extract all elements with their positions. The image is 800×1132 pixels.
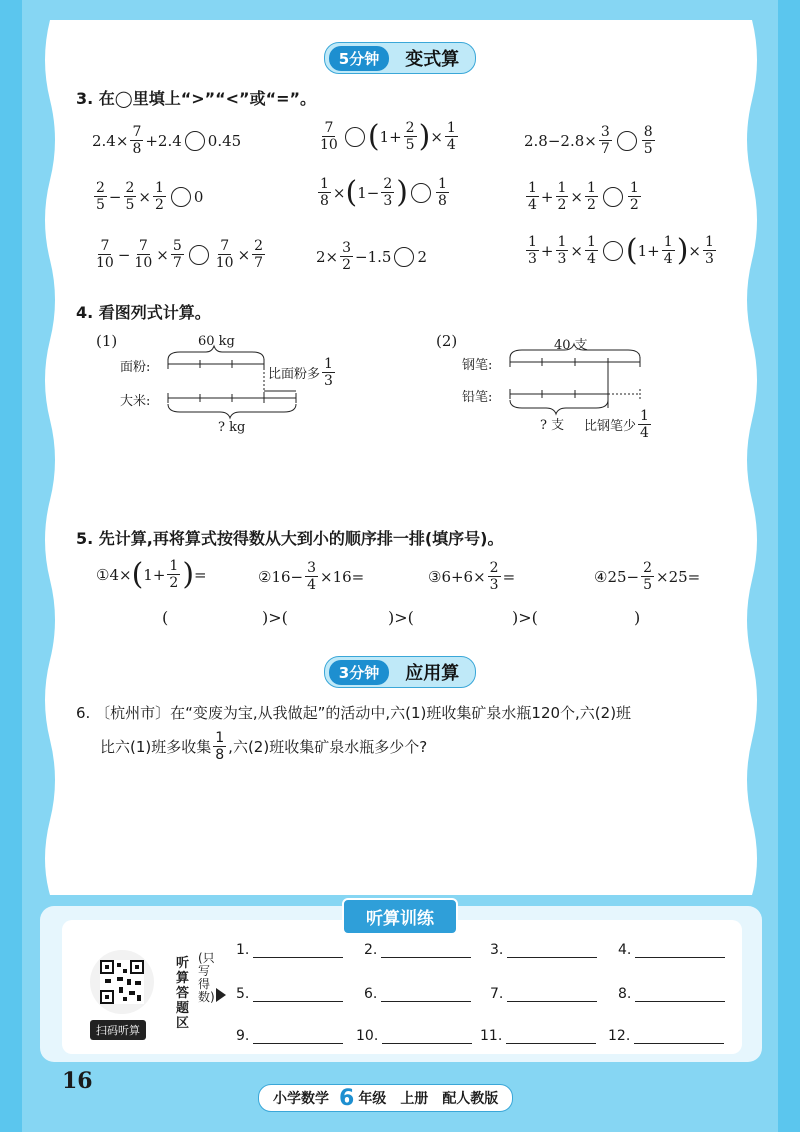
q5-expr-1: ①4× ( 1+ $\frac{1}{2}$ ) = [96, 556, 207, 592]
qr-badge[interactable] [90, 950, 154, 1014]
diagram-1-row1: 面粉: [120, 360, 151, 375]
q6-line2: 比六(1)班多收集 1 8 ,六(2)班收集矿泉水瓶多少个? [100, 730, 428, 763]
compare-circle[interactable] [394, 247, 414, 267]
q3-expr-7: 7 10 − $\frac{7}{10}$ × $\frac{5}{7}$ $\frac{7}{10}$ × $\frac{2}{7}$ [96, 238, 264, 271]
grade-label: 年级 [358, 1091, 387, 1107]
q3-expr-4: 2 5 − $\frac{2}{5}$ × $\frac{1}{2}$ 0 [96, 180, 204, 213]
q3-expr-1: 2.4× $\frac{7}{8}$ +2.4 0.45 [92, 124, 242, 157]
answer-slot-11[interactable]: 11. [480, 1028, 596, 1044]
answer-slot-12[interactable]: 12. [608, 1028, 724, 1044]
answer-area-label: 听算答题区 [176, 956, 190, 1031]
compare-circle[interactable] [189, 245, 209, 265]
answer-slot-5[interactable]: 5. [236, 986, 343, 1002]
compare-circle[interactable] [171, 187, 191, 207]
q3-prompt: 3. 在◯里填上“>”“<”或“=”。 [76, 89, 317, 108]
answer-slot-6[interactable]: 6. [364, 986, 471, 1002]
minutes-badge: 5分钟 [329, 46, 389, 71]
answer-slot-7[interactable]: 7. [490, 986, 597, 1002]
page-number: 16 [62, 1068, 93, 1094]
book-info [258, 1084, 513, 1112]
listen-title: 听算训练 [342, 898, 458, 935]
diagram-1-question: ? kg [218, 420, 246, 435]
answer-slot-10[interactable]: 10. [356, 1028, 472, 1044]
q3-expr-9: 1 3 + $\frac{1}{3}$ × $\frac{1}{4}$ ( 1+ $\frac{1}{4}$ ) × $\frac{1}{3}$ [528, 232, 714, 268]
diagram-2-note: 比钢笔少 1 4 [584, 408, 649, 441]
q5-order-3[interactable]: )>( [512, 608, 538, 627]
section-header-1 [0, 42, 800, 74]
diagram-1-number: (1) [96, 332, 118, 350]
diagram-2-number: (2) [436, 332, 458, 350]
compare-circle[interactable] [603, 187, 623, 207]
q5-order-1[interactable]: )>( [262, 608, 288, 627]
q5-prompt: 5. 先计算,再将算式按得数从大到小的顺序排一排(填序号)。 [76, 529, 504, 548]
q5-expr-3: ③6+6× $\frac{2}{3}$ = [428, 560, 516, 593]
diagram-2-bars [500, 338, 660, 418]
diagram-1-bars [160, 338, 310, 428]
q6-line1: 6. 〔杭州市〕在“变废为宝,从我做起”的活动中,六(1)班收集矿泉水瓶120个,六(2)班 [76, 704, 632, 722]
section-pill [324, 656, 476, 688]
minutes-badge: 3分钟 [329, 660, 389, 685]
q3-expr-5: $\frac{1}{8}$ × ( 1− $\frac{2}{3}$ ) 1 8 [320, 174, 447, 210]
qr-code-icon [100, 960, 144, 1004]
diagram-2-row2: 铅笔: [462, 390, 493, 405]
answer-slot-2[interactable]: 2. [364, 942, 471, 958]
answer-slot-3[interactable]: 3. [490, 942, 597, 958]
q5-order-4: ) [634, 608, 641, 627]
edition-label: 配人教版 [442, 1091, 499, 1107]
q3-expr-3: 2.8−2.8× $\frac{3}{7}$ 8 5 [524, 124, 653, 157]
diagram-1-row2: 大米: [120, 394, 151, 409]
q5-expr-2: ②16− $\frac{3}{4}$ ×16= [258, 560, 365, 593]
q5-order-2[interactable]: )>( [388, 608, 414, 627]
section-header-2 [0, 656, 800, 688]
answer-slot-9[interactable]: 9. [236, 1028, 343, 1044]
section-title: 应用算 [405, 663, 460, 684]
diagram-2-question: ? 支 [540, 418, 565, 433]
grade-number: 6 [339, 1085, 355, 1111]
arrow-right-icon [216, 988, 226, 1002]
compare-circle[interactable] [411, 183, 431, 203]
answer-slot-1[interactable]: 1. [236, 942, 343, 958]
q3-expr-2: 7 10 ( 1+ $\frac{2}{5}$ ) × $\frac{1}{4}$ [320, 118, 456, 154]
q3-expr-6: 1 4 + $\frac{1}{2}$ × $\frac{1}{2}$ 1 2 [528, 180, 639, 213]
q3-expr-8: 2× $\frac{3}{2}$ −1.5 2 [316, 240, 428, 273]
compare-circle[interactable] [617, 131, 637, 151]
diagram-1-note: 比面粉多 1 3 [268, 356, 333, 389]
listen-header [0, 898, 800, 935]
answer-slot-4[interactable]: 4. [618, 942, 725, 958]
term-label: 上册 [400, 1091, 429, 1107]
qr-label: 扫码听算 [90, 1020, 146, 1040]
compare-circle[interactable] [603, 241, 623, 261]
diagram-2-total: 40 支 [554, 338, 588, 353]
answer-area-note: (只写得数) [198, 951, 215, 1004]
q5-expr-4: ④25− $\frac{2}{5}$ ×25= [594, 560, 701, 593]
q5-order-0: ( [162, 608, 169, 627]
compare-circle[interactable] [345, 127, 365, 147]
answer-slot-8[interactable]: 8. [618, 986, 725, 1002]
subject: 小学数学 [273, 1091, 329, 1107]
q4-prompt: 4. 看图列式计算。 [76, 303, 211, 322]
section-title: 变式算 [405, 49, 460, 70]
section-pill [324, 42, 476, 74]
diagram-2-row1: 钢笔: [462, 358, 493, 373]
diagram-1-total: 60 kg [198, 334, 235, 349]
compare-circle[interactable] [185, 131, 205, 151]
